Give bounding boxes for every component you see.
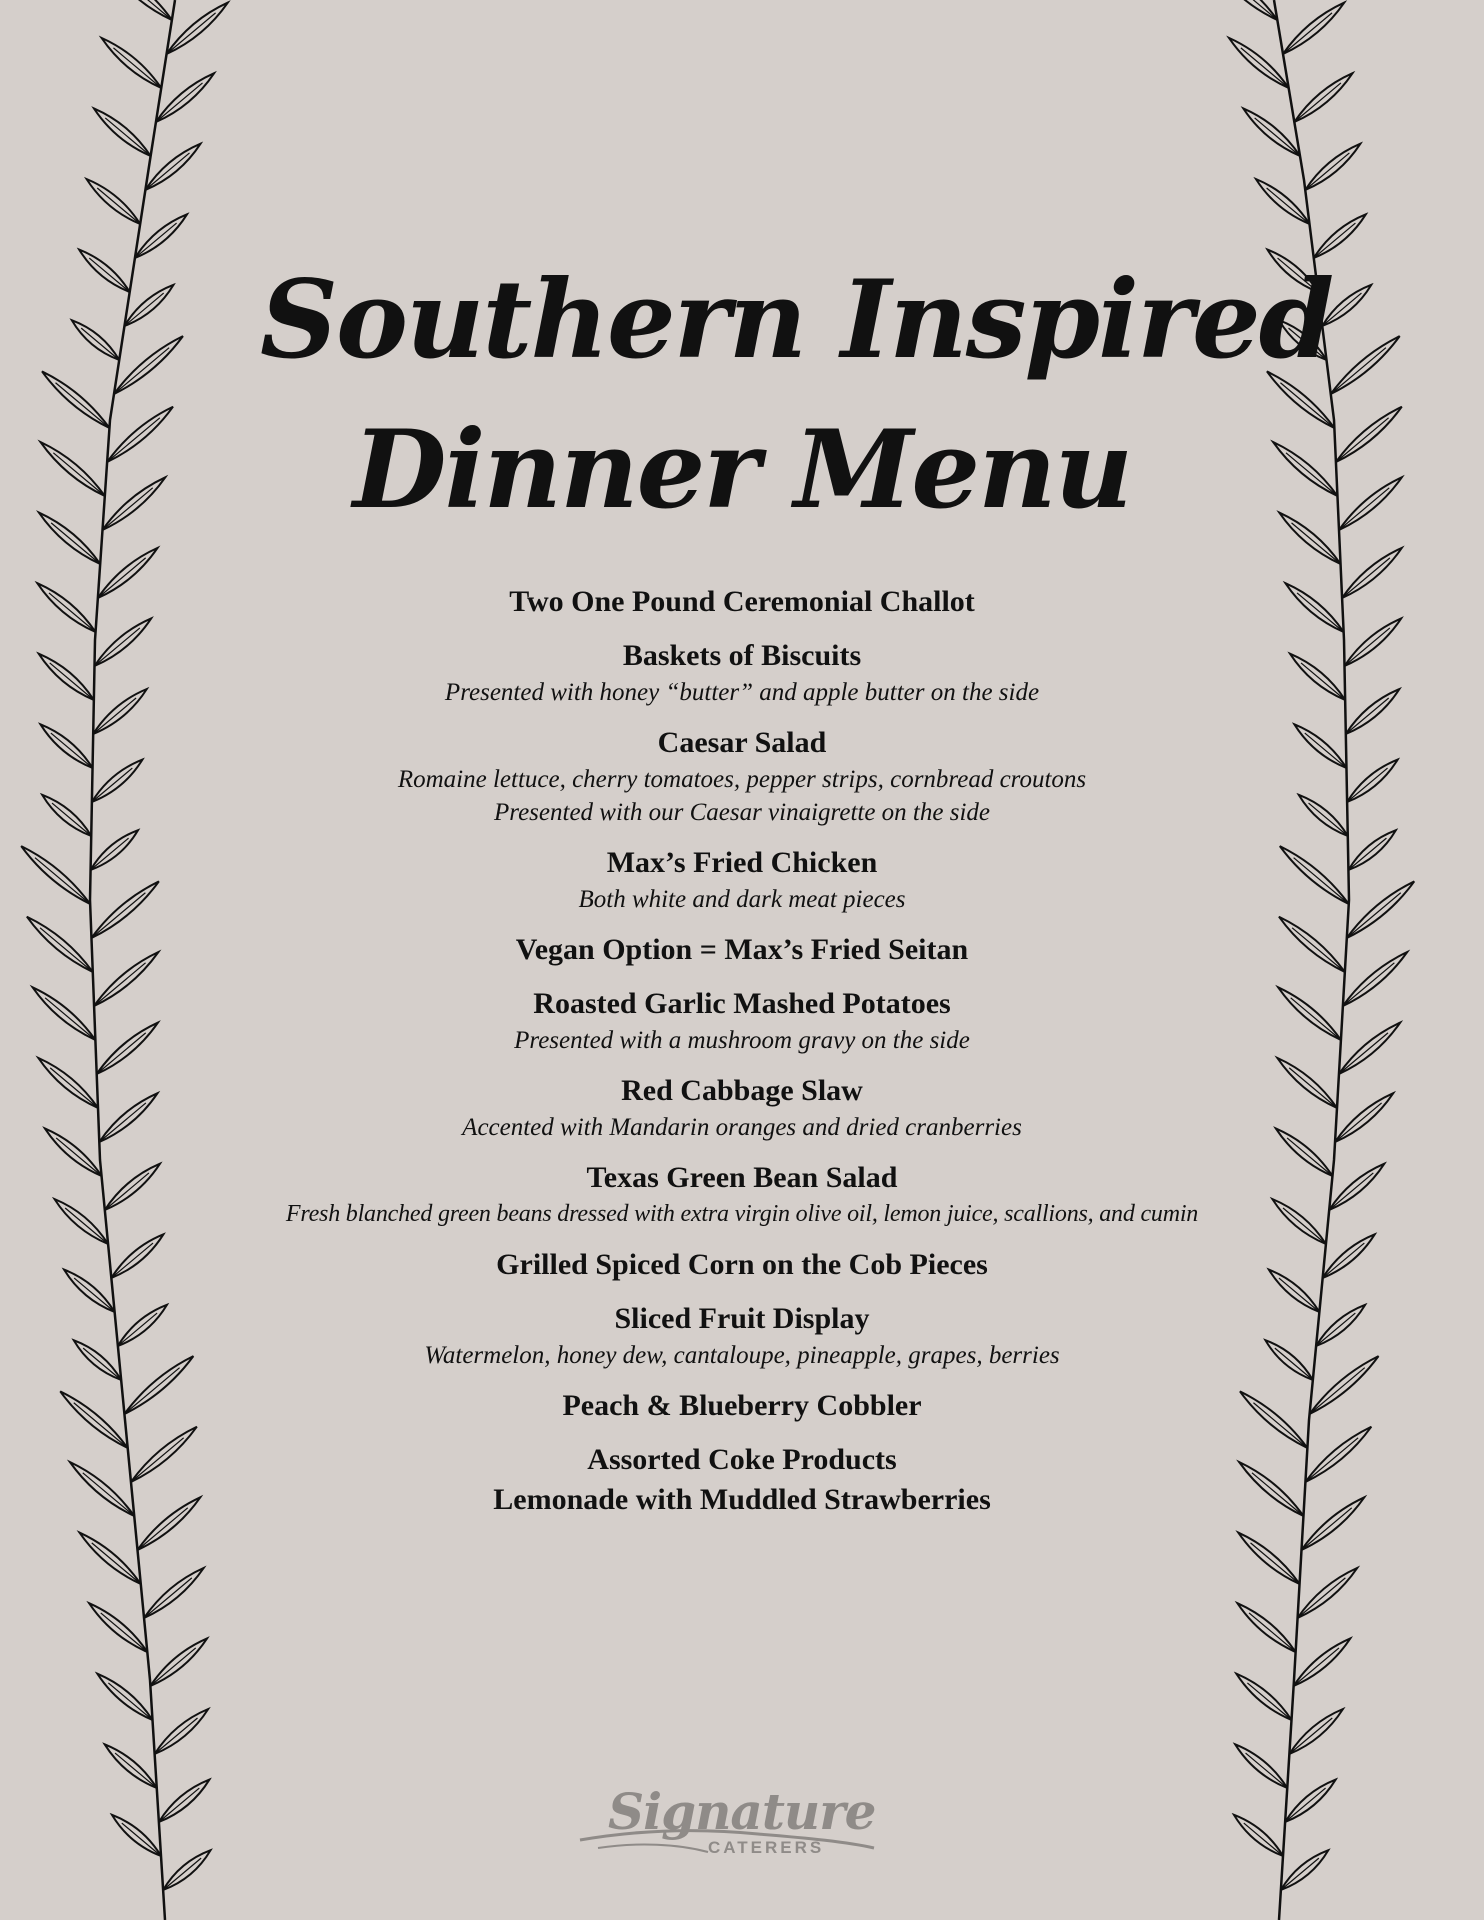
leaf-vein — [81, 328, 119, 360]
leaf-vein — [135, 223, 177, 258]
leaf-vein — [101, 1613, 148, 1652]
leaf-vein — [1267, 188, 1310, 224]
leaf-vein — [156, 83, 203, 122]
leaf-vein — [124, 293, 163, 326]
leaf-vein — [1294, 1648, 1339, 1686]
menu-item-description: Both white and dark meat pieces — [578, 886, 906, 913]
leaf-vein — [93, 698, 136, 734]
leaf-vein — [83, 1473, 134, 1516]
leaf-vein — [1292, 928, 1345, 972]
leaf-vein — [115, 1753, 157, 1788]
leaf-vein — [52, 803, 91, 836]
menu-item-name: Two One Pound Ceremonial Challot — [509, 585, 975, 618]
leaf-vein — [108, 1683, 152, 1720]
menu-item — [200, 723, 1284, 829]
menu-item-name: Peach & Blueberry Cobbler — [562, 1389, 922, 1422]
leaf-vein — [1323, 1243, 1365, 1278]
menu-item-name: Red Cabbage Slaw — [621, 1074, 863, 1107]
leaf-vein — [1241, 48, 1289, 88]
leaf-vein — [1305, 1438, 1358, 1482]
logo-script-text: Signature — [608, 1782, 876, 1841]
menu-item-name: Max’s Fried Chicken — [606, 846, 878, 879]
leaf-vein — [111, 1243, 153, 1278]
leaf-vein — [1244, 1823, 1283, 1856]
leaf-vein — [1287, 1138, 1332, 1176]
leaf-vein — [1294, 858, 1349, 904]
leaf-vein — [1285, 1788, 1325, 1822]
leaf-vein — [91, 893, 145, 938]
leaf-vein — [150, 1648, 195, 1686]
leaf-vein — [40, 928, 93, 972]
leaf-vein — [50, 663, 94, 700]
title-line-1: Southern Inspired — [260, 257, 1333, 383]
menu-item — [200, 843, 1284, 916]
leaf-vein — [1247, 1683, 1291, 1720]
leaf-vein — [1279, 1278, 1319, 1312]
menu-item-name: Baskets of Biscuits — [622, 639, 862, 672]
leaf-vein — [45, 998, 95, 1040]
leaf-vein — [95, 628, 140, 666]
menu-item-description: Presented with a mushroom gravy on the side — [514, 1027, 970, 1054]
menu-item — [200, 1245, 1284, 1285]
leaf-vein — [155, 1718, 198, 1754]
leaf-vein — [1283, 13, 1332, 54]
leaf-vein — [1347, 893, 1401, 938]
leaf-vein — [118, 1313, 157, 1346]
leaf-vein — [1255, 118, 1300, 156]
leaf-vein — [1310, 1368, 1365, 1414]
leaf-vein — [1297, 593, 1344, 632]
leaf-vein — [167, 13, 216, 54]
menu-item-description: Accented with Mandarin oranges and dried cranberries — [462, 1114, 1022, 1141]
menu-item — [200, 582, 1284, 622]
menu-item — [200, 1158, 1284, 1231]
menu-item-name: Assorted Coke Products — [587, 1443, 897, 1476]
leaf-vein — [91, 838, 129, 870]
leaf-vein — [1309, 803, 1348, 836]
leaf-vein — [97, 1033, 146, 1074]
vine-stem — [90, 0, 175, 1920]
leaf-vein — [92, 768, 132, 802]
leaf-vein — [1246, 1753, 1288, 1788]
leaf-vein — [1346, 698, 1389, 734]
menu-item-name: Caesar Salad — [657, 726, 827, 759]
leaf-vein — [131, 1438, 184, 1482]
leaf-vein — [1329, 1173, 1373, 1210]
menu-item-description: Presented with our Caesar vinaigrette on the side — [494, 799, 990, 826]
leaf-vein — [1314, 223, 1356, 258]
menu-item-description: Fresh blanched green beans dressed with extra virgin olive oil, lemon juice, scallions, and cumin — [285, 1201, 1199, 1227]
leaf-vein — [144, 1578, 192, 1618]
menu-item — [200, 636, 1284, 709]
leaf-vein — [1291, 998, 1341, 1040]
leaf — [109, 0, 172, 20]
menu-list — [200, 582, 1284, 1534]
leaf — [1215, 0, 1278, 20]
leaf-vein — [65, 1208, 108, 1244]
menu-item-name: Sliced Fruit Display — [614, 1302, 870, 1335]
leaf-vein — [49, 593, 96, 632]
leaf-vein — [1305, 733, 1347, 768]
leaf-vein — [35, 858, 90, 904]
leaf-vein — [122, 1823, 161, 1856]
leaf-vein — [1280, 383, 1334, 428]
leaf-vein — [114, 348, 169, 394]
leaf-vein — [53, 453, 104, 496]
menu-item — [200, 984, 1284, 1057]
leaf-vein — [1336, 418, 1389, 462]
leaf-vein — [1289, 1068, 1337, 1108]
leaf-vein — [83, 1348, 121, 1380]
menu-item-name: Lemonade with Muddled Strawberries — [493, 1483, 991, 1516]
leaf-vein — [105, 118, 150, 156]
leaf-vein — [138, 1508, 188, 1550]
leaf-vein — [1305, 153, 1349, 190]
leaf-vein — [56, 1138, 101, 1176]
leaf-vein — [51, 733, 93, 768]
leaf-vein — [99, 1103, 146, 1142]
menu-item-name: Grilled Spiced Corn on the Cob Pieces — [496, 1248, 988, 1281]
leaf-vein — [1249, 1613, 1296, 1652]
menu-item-description: Presented with honey “butter” and apple butter on the side — [444, 679, 1040, 706]
leaf-vein — [1316, 1313, 1355, 1346]
leaf-vein — [56, 383, 110, 428]
menu-item — [200, 1386, 1284, 1426]
leaf-vein — [51, 523, 100, 564]
leaf-vein — [1347, 768, 1387, 802]
leaf-vein — [1286, 453, 1337, 496]
menu-item — [200, 1440, 1284, 1520]
leaf-vein — [159, 1788, 199, 1822]
leaf-vein — [107, 418, 160, 462]
leaf-vein — [1335, 1103, 1382, 1142]
leaf-vein — [1298, 1578, 1346, 1618]
leaf-vein — [1289, 1718, 1332, 1754]
signature-caterers-logo — [578, 1782, 878, 1872]
leaf-vein — [94, 963, 145, 1006]
leaf-vein — [113, 48, 161, 88]
leaf-vein — [1345, 628, 1390, 666]
leaf-vein — [1343, 963, 1394, 1006]
menu-item — [200, 1071, 1284, 1144]
menu-item — [200, 1299, 1284, 1372]
leaf-vein — [1342, 558, 1390, 598]
leaf-vein — [124, 1368, 179, 1414]
logo-sub-text: CATERERS — [708, 1838, 825, 1857]
leaf-vein — [74, 1278, 114, 1312]
leaf-vein — [1331, 348, 1386, 394]
leaf-vein — [1301, 663, 1345, 700]
leaf-vein — [1281, 1858, 1319, 1890]
leaf-vein — [97, 188, 140, 224]
menu-item-description: Watermelon, honey dew, cantaloupe, pineapple, grapes, berries — [424, 1342, 1060, 1369]
leaf-vein — [103, 488, 153, 530]
leaf-vein — [145, 153, 189, 190]
menu-item-name: Roasted Garlic Mashed Potatoes — [533, 987, 951, 1020]
leaf-vein — [163, 1858, 201, 1890]
leaf-vein — [1302, 1508, 1352, 1550]
leaf-vein — [98, 558, 146, 598]
leaf-vein — [105, 1173, 149, 1210]
leaf-vein — [74, 1403, 128, 1448]
menu-title — [260, 245, 1333, 545]
leaf-vein — [1294, 83, 1341, 122]
menu-item-description: Romaine lettuce, cherry tomatoes, pepper strips, cornbread croutons — [397, 766, 1087, 793]
leaf-vein — [89, 258, 129, 292]
leaf-vein — [1292, 523, 1341, 564]
leaf-vein — [92, 1543, 141, 1584]
leaf-vein — [1283, 1208, 1326, 1244]
menu-item-name: Texas Green Bean Salad — [586, 1161, 898, 1194]
title-line-2: Dinner Menu — [352, 407, 1132, 533]
leaf-vein — [1339, 1033, 1388, 1074]
leaf-vein — [50, 1068, 98, 1108]
leaf-vein — [1348, 838, 1386, 870]
leaf-vein — [1339, 488, 1389, 530]
menu-item-name: Vegan Option = Max’s Fried Seitan — [515, 933, 969, 966]
menu-item — [200, 930, 1284, 970]
leaf-vein — [1251, 1543, 1300, 1584]
